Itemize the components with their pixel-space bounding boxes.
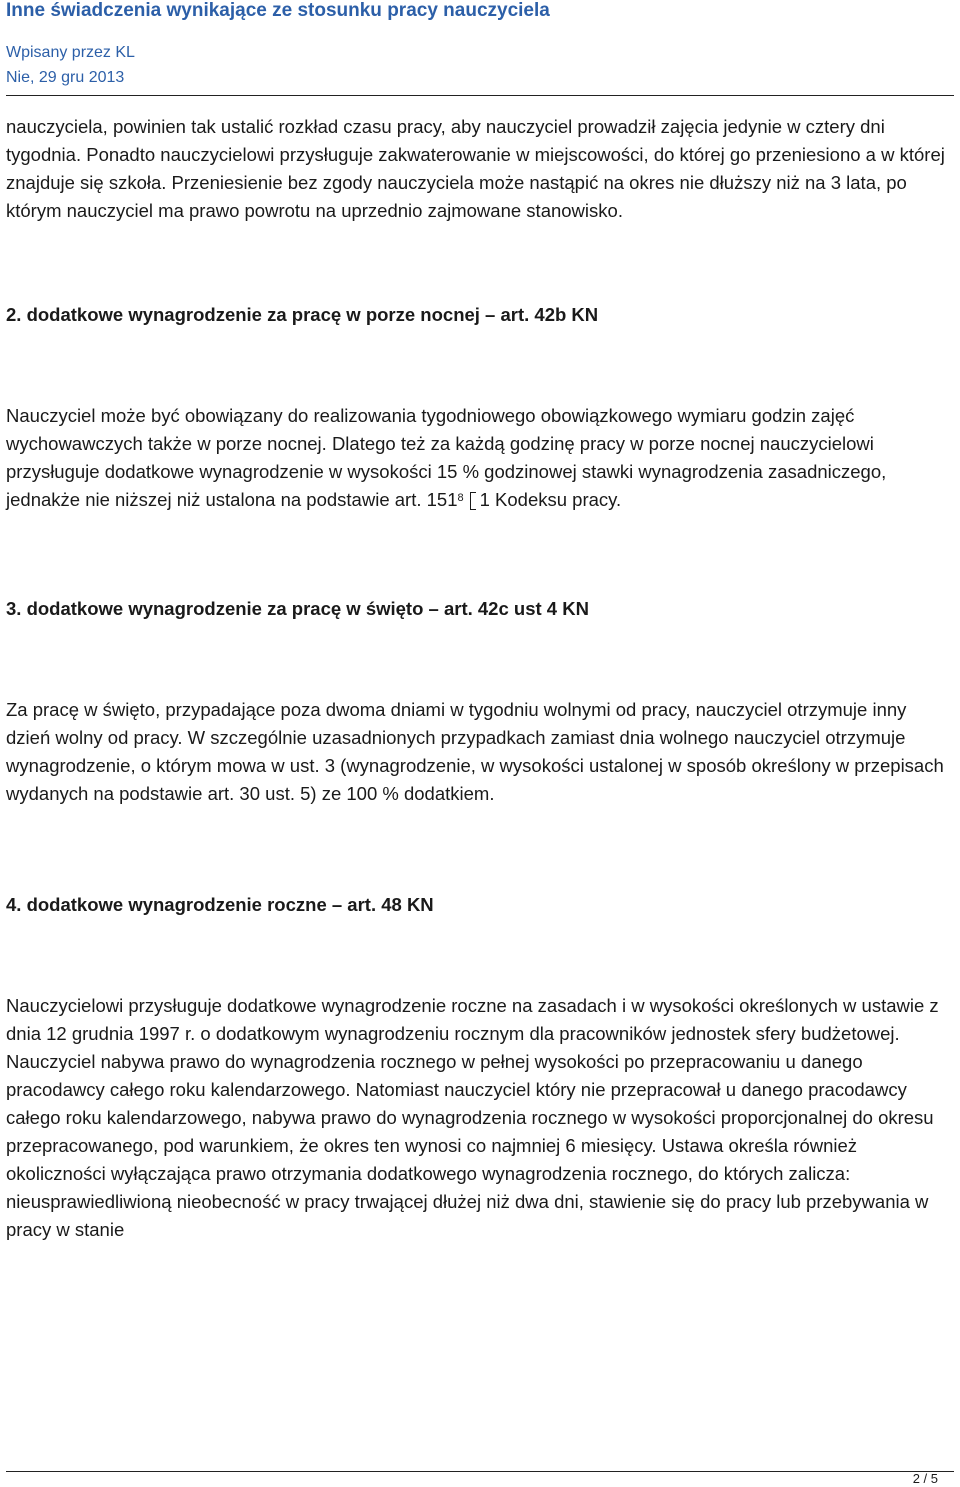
page-number: 2 / 5 <box>912 1471 938 1486</box>
document-title: Inne świadczenia wynikające ze stosunku pracy nauczyciela <box>6 0 550 21</box>
section-3-paragraph: Za pracę w święto, przypadające poza dwoma dniami w tygodniu wolnymi od pracy, nauczyciel otrzymuje inny dzień wolny od pracy. W szczególnie uzasadnionych przypadkach zamiast dnia wolnego nauczyciel otrzymuje wynagrodzenie, o którym mowa w ust. 3 (wynagrodzenie, w wysokości ustalonej w sposób określony w przepisach wydanych na podstawie art. 30 ust. 5) ze 100 % dodatkiem. <box>6 699 944 804</box>
header-divider <box>6 95 954 96</box>
page-header <box>6 0 954 90</box>
section-2-text: Nauczyciel może być obowiązany do realizowania tygodniowego obowiązkowego wymiaru godzin zajęć wychowawczych także w porze nocnej. Dlatego też za każdą godzinę pracy w porze nocnej nauczycielowi przysługuje dodatkowe wynagrodzenie w wysokości 15 % godzinowej stawki wynagrodzenia zasadniczego, jednakże nie niższej niż ustalona na podstawie art. 151 <box>6 405 887 510</box>
section-2-text-end: 1 Kodeksu pracy. <box>479 489 622 510</box>
section-4-paragraph: Nauczycielowi przysługuje dodatkowe wynagrodzenie roczne na zasadach i w wysokości określonych w ustawie z dnia 12 grudnia 1997 r. o dodatkowym wynagrodzeniu rocznym dla pracowników jednostek sfery budżetowej. Nauczyciel nabywa prawo do wynagrodzenia rocznego w pełnej wysokości po przepracowaniu u danego pracodawcy całego roku kalendarzowego. Natomiast nauczyciel który nie przepracował u danego pracodawcy całego roku kalendarzowego, nabywa prawo do wynagrodzenia rocznego w wysokości proporcjonalnej do okresu przepracowanego, pod warunkiem, że okres ten wynosi co najmniej 6 miesięcy. Ustawa określa również okoliczności wyłączająca prawo otrzymania dodatkowego wynagrodzenia rocznego, do których zalicza: nieusprawiedliwioną nieobecność w pracy trwającej dłużej niż dwa dni, stawienie się do pracy lub przebywania w pracy w stanie <box>6 995 939 1240</box>
section-2-heading: 2. dodatkowe wynagrodzenie za pracę w porze nocnej – art. 42b KN <box>6 304 599 325</box>
section-4-heading: 4. dodatkowe wynagrodzenie roczne – art. 48 KN <box>6 894 434 915</box>
intro-paragraph: nauczyciela, powinien tak ustalić rozkład czasu pracy, aby nauczyciel prowadził zajęcia jedynie w cztery dni tygodnia. Ponadto nauczycielowi przysługuje zakwaterowanie w miejscowości, do której go przeniesiono a w której znajduje się szkoła. Przeniesienie bez zgody nauczyciela może nastąpić na okres nie dłuższy niż na 3 lata, po którym nauczyciel ma prawo powrotu na uprzednio zajmowane stanowisko. <box>6 116 945 221</box>
footer-divider <box>6 1471 954 1472</box>
section-3-heading: 3. dodatkowe wynagrodzenie za pracę w święto – art. 42c ust 4 KN <box>6 598 589 619</box>
author-line: Wpisany przez KL <box>6 44 135 61</box>
section-2-paragraph <box>6 402 954 514</box>
document-body <box>6 113 954 1244</box>
date-line: Nie, 29 gru 2013 <box>6 69 125 86</box>
superscript-number: 8 <box>457 492 464 504</box>
section-sign-icon <box>470 492 476 510</box>
